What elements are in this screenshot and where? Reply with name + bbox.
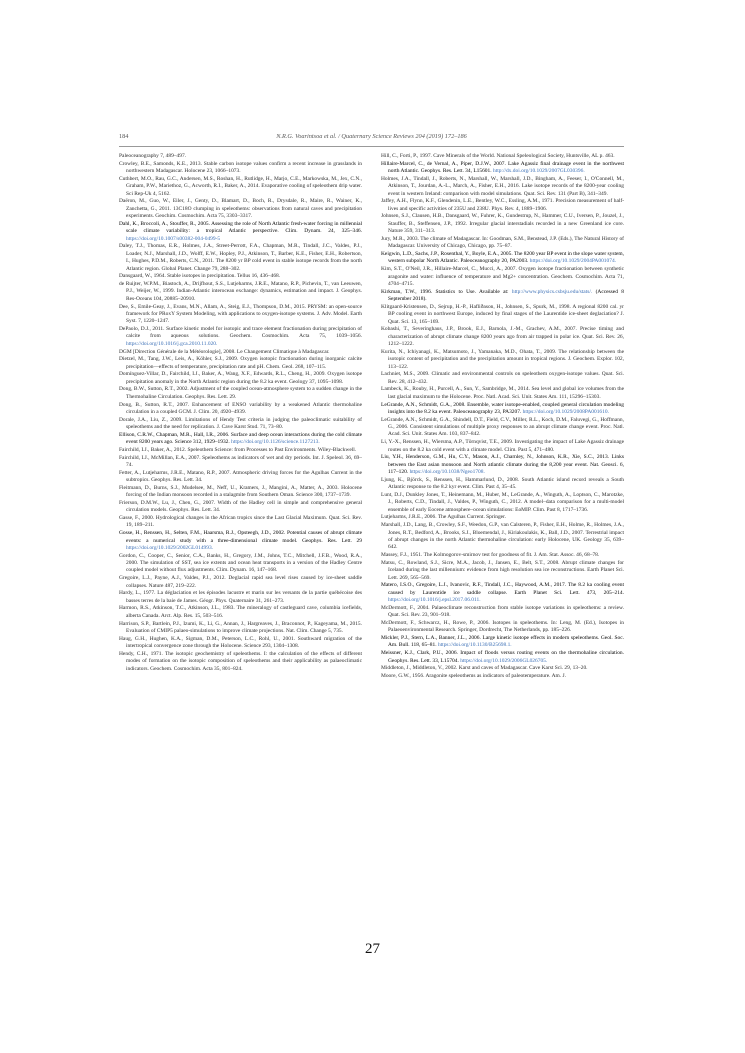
reference-entry — [119, 243, 362, 273]
reference-entry — [119, 176, 362, 198]
reference-text: Meissner, K.J., Clark, P.U., 2006. Impact of floods versus routing events on the thermohaline circulation. Geophys. Res. Lett. 33, L15704. — [381, 650, 624, 664]
reference-entry — [119, 470, 362, 485]
reference-entry — [381, 176, 624, 198]
reference-text: Gasse, F., 2000. Hydrological changes in the African tropics since the Last Glacial Maximum. Quat. Sci. Rev. 19, 189–211. — [119, 515, 362, 529]
reference-entry — [381, 153, 624, 160]
reference-entry — [119, 198, 362, 220]
reference-text: McDermott, F., Schwarcz, H., Rowe, P., 2006. Isotopes in speleothems. In: Leng, M. (Ed.), Isotopes in Palaeoenvironmental Research. Springer, Dordrecht, The Netherlands, pp. 185–226. — [381, 619, 624, 634]
reference-entry — [119, 530, 362, 552]
reference-entry — [381, 673, 624, 680]
header-journal-citation: N.R.G. Voarintsoa et al. / Quaternary Science Reviews 204 (2019) 172–186 — [276, 133, 467, 140]
reference-text: Moore, G.W., 1956. Aragonite speleothems as indicators of paleotemperature. Am. J. — [381, 672, 566, 679]
reference-entry — [119, 651, 362, 673]
reference-entry — [119, 447, 362, 454]
reference-tail: (Accessed 8 September 2018). — [388, 288, 625, 303]
reference-text: Dong, B.W., Sutton, R.T., 2002. Adjustment of the coupled ocean-atmosphere system to a sudden change in the Thermohaline Circulation. Geophys. Res. Lett. 29. — [119, 386, 362, 400]
reference-entry — [381, 251, 624, 266]
reference-text: Holmes, J.A., Tindall, J., Roberts, N., Marshall, W., Marshall, J.D., Bingham, A., Feeser, I., O'Connell, M., Atkinson, T., Jourdan, A.-L., March, A., Fisher, E.H., 2016. Lake isotope records of the 8200-year cooling event in western Ireland: comparison with model simulations. Quat. Sci. Rev. 131 (Part B), 341–349. — [381, 175, 624, 197]
reference-text: LeGrande, A.N., Schmidt, G.A., Shindell, D.T., Field, C.V., Miller, R.L., Koch, D.M., Faluvegi, G., Hoffmann, G., 2006. Consistent simulations of multiple proxy responses to an abrupt climate change event. Proc. Natl. Acad. Sci. Unit. States Am. 103, 837–842. — [381, 416, 624, 438]
reference-text: Paleoceanography 7, 489–497. — [119, 153, 187, 159]
reference-entry — [381, 417, 624, 439]
reference-text: Kirkman, T.W., 1996. Statistics to Use. Available at: — [381, 288, 512, 295]
reference-entry — [119, 590, 362, 605]
reference-entry — [119, 304, 362, 326]
reference-entry — [381, 454, 624, 476]
reference-text: LeGrande, A.N., Schmidt, G.A., 2008. Ensemble, water isotope-enabled, coupled general circulation modeling insights into the 8.2 ka event. Paleoceanography 23, PA3207. — [381, 401, 624, 415]
reference-text: Hendy, C.H., 1971. The isotopic geochemistry of speleothems. I: the calculation of the effects of different modes of formation on the isotopic composition of speleothems and their applicability as palaeoclimatic indicators. Geochem. Cosmochim. Acta 35, 801–824. — [119, 650, 362, 672]
reference-text: Ljung, K., Björck, S., Renssen, H., Hammarlund, D., 2008. South Atlantic island record reveals a South Atlantic response to the 8.2 kyr event. Clim. Past 4, 35–45. — [381, 476, 624, 491]
reference-entry — [119, 349, 362, 356]
reference-text: Daëron, M., Guo, W., Eiler, J., Genty, D., Blamart, D., Boch, R., Drysdale, R., Maire, R., Wainer, K., Zanchetta, G., 2011. 13C18O clumping in speleothems: observations from natural caves and precipitation experiments. Geochim. Cosmochim. Acta 75, 3303–3317. — [119, 198, 362, 220]
reference-entry — [119, 402, 362, 417]
reference-entry — [381, 402, 624, 417]
reference-entry — [119, 161, 362, 176]
reference-text: Frierson, D.M.W., Lu, J., Chen, G., 2007. Width of the Hadley cell in simple and comprehensive general circulation models. Geophys. Res. Lett. 34. — [119, 499, 362, 514]
header-page-number: 184 — [119, 133, 129, 140]
reference-text: Harmon, R.S., Atkinson, T.C., Atkinson, J.L., 1983. The mineralogy of castleguard cave, columbia icefields, alberta Canada. Arct. Alp. Res. 15, 503–516. — [119, 605, 362, 619]
reference-text: Middleton, J., Middleton, V., 2002. Karst and caves of Madagascar. Cave Karst Sci. 29, 13–20. — [381, 665, 588, 672]
reference-entry — [119, 356, 362, 371]
reference-text: Lunt, D.J., Dunkley Jones, T., Heinemann, M., Huber, M., LeGrande, A., Winguth, A., Loptson, C., Marotzke, J., Roberts, C.D., Tindall, J., Valdes, P., Winguth, C., 2012. A model–data comparison for a multi-model ensemble of early Eocene atmosphere–ocean simulations: EoMIP. Clim. Past 8, 1717–1736. — [381, 491, 624, 513]
doi-link[interactable]: https://doi.org/10.1016/j.epsl.2017.06.011. — [388, 597, 481, 604]
reference-entry — [381, 198, 624, 213]
reference-text: Dansgaard, W., 1964. Stable isotopes in precipitation. Tellus 16, 436–468. — [119, 273, 281, 280]
reference-entry — [119, 575, 362, 590]
reference-entry — [381, 522, 624, 552]
reference-text: Gosse, H., Renssen, H., Selten, F.M., Haarsma, R.J., Opsteegh, J.D., 2002. Potential causes of abrupt climate events: a numerical study with a three-dimensional climate model. Geophys. Res. Lett. 29 — [119, 530, 362, 544]
reference-entry — [381, 492, 624, 514]
reference-text: Kobashi, T., Severinghaus, J.P., Brook, E.J., Barnola, J.-M., Grachev, A.M., 2007. Precise timing and characterization of abrupt climate change 8200 years ago from air trapped in polar ice. Quat. Sci. Rev. 26, 1212–1222. — [381, 326, 624, 348]
reference-text: DePaolo, D.J., 2011. Surface kinetic model for isotopic and trace element fractionation during precipitation of calcite from aqueous solutions. Geochem. Cosmochim. Acta 75, 1039–1056. — [119, 326, 362, 340]
reference-entry — [381, 620, 624, 635]
doi-link[interactable]: https://doi.org/10.1029/2002GL014993. — [126, 544, 214, 551]
reference-entry — [119, 326, 362, 348]
reference-text: Gregoire, L.J., Payne, A.J., Valdes, P.J., 2012. Deglacial rapid sea level rises caused by ice-sheet saddle collapses. Nature 487, 219–222. — [119, 575, 362, 589]
reference-entry — [381, 349, 624, 371]
reference-entry — [119, 273, 362, 280]
reference-text: Hill, C., Forti, P., 1997. Cave Minerals of the World. National Speleological Society, Huntsville, AL p. 463. — [381, 153, 615, 159]
reference-text: Lambeck, K., Rouby, H., Purcell, A., Sun, Y., Sambridge, M., 2014. Sea level and global ice volumes from the last glacial maximum to the Holocene. Proc. Natl. Acad. Sci. Unit. States Am. 111, 15296–15303. — [381, 386, 624, 400]
reference-text: Crowley, B.E., Samonds, K.E., 2013. Stable carbon isotope values confirm a recent increase in grasslands in northwestern Madagascar. Holocene 23, 1066–1073. — [119, 160, 362, 175]
doi-link[interactable]: https://doi.org/10.1130/B25698.1. — [437, 642, 512, 649]
reference-entry — [381, 304, 624, 326]
doi-link[interactable]: https://doi.org/10.1029/2008PA001610. — [522, 408, 609, 415]
reference-text: Fairchild, I.J., Baker, A., 2012. Speleothem Science: from Processes to Past Environments. Wiley-Blackwell. — [119, 446, 357, 453]
reference-text: Domínguez-Villar, D., Fairchild, I.J., Baker, A., Wang, X.F., Edwards, R.L., Cheng, H., 2009. Oxygen isotope precipitation anomaly in the North Atlantic region during the 8.2 ka event. Geology 37, 1095–1098. — [119, 371, 362, 385]
reference-text: McDermott, F., 2004. Palaeoclimate reconstruction from stable isotope variations in speleothems: a review. Quat. Sci. Rev. 23, 901–918. — [381, 604, 624, 619]
reference-text: Lachniet, M.S., 2009. Climatic and environmental controls on speleothem oxygen-isotope values. Quat. Sci. Rev. 28, 412–432. — [381, 371, 624, 385]
reference-text: Jury, M.R., 2003. The climate of Madagascar. In: Goodman, S.M., Benstead, J.P. (Eds.), The Natural History of Madagascar. University of Chicago, Chicago, pp. 75–87. — [381, 235, 624, 250]
reference-text: Li, Y.-X., Renssen, H., Wiersma, A.P., Törnqvist, T.E., 2009. Investigating the impact of Lake Agassiz drainage routes on the 8.2 ka cold event with a climate model. Clim. Past 5, 471–480. — [381, 439, 624, 453]
reference-text: Haug, G.H., Hughen, K.A., Sigman, D.M., Peterson, L.C., Rohl, U., 2001. Southward migration of the intertropical convergence zone through the Holocene. Science 293, 1304–1308. — [119, 635, 362, 650]
reference-entry — [381, 386, 624, 401]
footer-page-number: 27 — [365, 941, 380, 957]
reference-text: Liu, Y.H., Henderson, G.M., Hu, C.Y., Mason, A.J., Charnley, N., Johnson, K.R., Xie, S.C., 2013. Links between the East asian monsoon and North atlantic climate during the 8,200 year event. Nat. Geosci. 6, 117–120. — [381, 454, 624, 476]
reference-text: Gordon, C., Cooper, C., Senior, C.A., Banks, H., Gregory, J.M., Johns, T.C., Mitchell, J.F.B., Wood, R.A., 2000. The simulation of SST, sea ice extents and ocean heat transports in a version of the Hadley Centre coupled model without flux adjustments. Clim. Dynam. 16, 147–168. — [119, 552, 362, 574]
running-header — [119, 133, 624, 145]
reference-text: DGM [Direction Générale de la Météorologie], 2008. Le Changement Climatique à Madagascar. — [119, 348, 330, 355]
reference-entry — [381, 236, 624, 251]
doi-link[interactable]: https://doi.org/10.1007/s00382-004-0499-5 — [126, 235, 221, 242]
reference-entry — [119, 386, 362, 401]
reference-text: Kim, S.T., O'Neil, J.R., Hillaire-Marcel, C., Mucci, A., 2007. Oxygen isotope fractionation between synthetic aragonite and water: influence of temperature and Mg2+ concentration. Geochem. Cosmochim. Acta 71, 4704–4715. — [381, 266, 624, 287]
reference-entry — [381, 552, 624, 559]
reference-entry — [381, 371, 624, 386]
reference-entry — [381, 266, 624, 288]
reference-entry — [381, 326, 624, 348]
reference-entry — [381, 439, 624, 454]
reference-text: Dietzel, M., Tang, J.W., Leis, A., Köhler, S.J., 2009. Oxygen isotopic fractionation during inorganic calcite precipitation—effects of temperature, precipitation rate and pH. Chem. Geol. 268, 107–115. — [119, 356, 362, 370]
reference-text: Dorale, J.A., Liu, Z., 2009. Limitations of Hendy Test criteria in judging the paleoclimatic suitability of speleothems and the need for replication. J. Cave Karst Stud. 71, 73–80. — [119, 416, 362, 431]
reference-text: Massey, F.J., 1951. The Kolmogorov-smirnov test for goodness of fit. J. Am. Stat. Assoc. 46, 68–78. — [381, 552, 600, 559]
reference-text: Hardy, L., 1977. La déglaciation et les épisodes lacustre et marin sur les versants de la partie québécoise des basses terres de la baie de James. Géogr. Phys. Quaternaire 31, 261–273. — [119, 590, 362, 604]
reference-text: Mickler, P.J., Stern, L.A., Banner, J.L., 2006. Large kinetic isotope effects in modern speleothems. Geol. Soc. Am. Bull. 118, 65–81. — [381, 635, 624, 649]
reference-entry — [381, 635, 624, 650]
references-column-right — [381, 153, 624, 681]
reference-entry — [119, 371, 362, 386]
reference-entry — [381, 514, 624, 521]
reference-entry — [381, 650, 624, 665]
doi-link[interactable]: https://doi.org/10.1029/2006GL026705. — [460, 657, 548, 664]
doi-link[interactable]: http://www.physics.csbsju.edu/stats/. — [511, 288, 593, 295]
reference-text: Cuthbert, M.O., Rau, G.C., Andersen, M.S., Roshan, H., Rutlidge, H., Marjo, C.E., Markowska, M., Jex, C.N., Graham, P.W., Mariethoz, G., Acworth, R.I., Baker, A., 2014. Evaporative cooling of speleothem drip water. Sci Rep-Uk 4, 5162. — [119, 175, 362, 197]
reference-entry — [119, 417, 362, 432]
reference-text: Fleitmann, D., Burns, S.J., Mudelsee, M., Neff, U., Kramers, J., Mangini, A., Matter, A., 2003. Holocene forcing of the Indian monsoon recorded in a stalagmite from Southern Oman. Science 300, 1737–1739. — [119, 484, 362, 499]
reference-entry — [381, 213, 624, 235]
reference-text: Matero, I.S.O., Gregoire, L.J., Ivanovic, R.F., Tindall, J.C., Haywood, A.M., 2017. The 8.2 ka cooling event caused by Laurentide ice saddle collapse. Earth Planet Sci. Lett. 473, 205–214. — [381, 582, 624, 596]
reference-entry — [119, 605, 362, 620]
reference-entry — [381, 665, 624, 672]
reference-entry — [119, 636, 362, 651]
reference-text: Lutjeharms, J.R.E., 2006. The Agulhas Current. Springer. — [381, 514, 506, 521]
reference-entry — [381, 560, 624, 582]
reference-entry — [119, 281, 362, 303]
doi-link[interactable]: https://doi.org/10.1016/j.gca.2010.11.020. — [126, 340, 218, 347]
reference-text: Fetter, A., Lutjeharms, J.R.E., Matano, R.P., 2007. Atmospheric driving forces for the Agulhas Current in the subtropics. Geophys. Res. Lett. 34. — [119, 469, 362, 484]
reference-entry — [119, 500, 362, 515]
doi-link[interactable]: http://dx.doi.org/10.1029/2007GL030396. — [492, 168, 585, 175]
reference-text: Hillaire-Marcel, C., de Vernal, A., Piper, D.J.W., 2007. Lake Agassiz final drainage event in the northwest north Atlantic. Geophys. Res. Lett. 34, L15601. — [381, 160, 624, 175]
reference-entry — [119, 621, 362, 636]
reference-entry — [381, 161, 624, 176]
reference-entry — [381, 605, 624, 620]
reference-text: Dee, S., Emile-Geay, J., Evans, M.N., Allam, A., Steig, E.J., Thompson, D.M., 2015. PRYSM: an open-source framework for PRoxY System Modeling, with applications to oxygen-isotope systems. J. Adv. Model. Earth Syst. 7, 1220–1247. — [119, 303, 362, 325]
reference-entry — [119, 432, 362, 447]
reference-text: Klitgaard-Kristensen, D., Sejrup, H.-P., Hafliðason, H., Johnsen, S., Spurk, M., 1998. A regional 8200 cal. yr BP cooling event in northwest Europe, induced by final stages of the Laurentide ice-sheet deglaciation? J. Quat. Sci. 13, 165–169. — [381, 303, 624, 325]
reference-entry — [119, 485, 362, 500]
reference-entry — [119, 221, 362, 243]
reference-text: Keigwin, L.D., Sachs, J.P., Rosenthal, Y., Boyle, E.A., 2005. The 8200 year BP event in the slope water system, western subpolar North Atlantic. Paleoceanography 20, PA2003. — [381, 251, 624, 265]
reference-text: Daley, T.J., Thomas, E.R., Holmes, J.A., Street-Perrott, F.A., Chapman, M.R., Tindall, J.C., Valdes, P.J., Loader, N.J., Marshall, J.D., Wolff, E.W., Hopley, P.J., Atkinson, T., Barber, K.E., Fisher, E.H., Robertson, I., Hughes, P.D.M., Roberts, C.N., 2011. The 8200 yr BP cold event in stable isotope records from the north Atlantic region. Global Planet. Change 79, 288–302. — [119, 243, 362, 272]
reference-text: Ellison, C.R.W., Chapman, M.R., Hall, I.R., 2006. Surface and deep ocean interactions during the cold climate event 8200 years ago. Science 312, 1929–1932. — [119, 431, 362, 446]
reference-text: de Ruijter, W.P.M., Biastoch, A., Drijfhout, S.S., Lutjeharms, J.R.E., Matano, R.P., Pichevin, T., van Leeuwen, P.J., Weijer, W., 1999. Indian-Atlantic interocean exchange: dynamics, estimation and impact. J. Geophys. Res-Oceans 104, 20885–20910. — [119, 280, 362, 302]
doi-link[interactable]: https://doi.org/10.1038/Ngeo1708. — [409, 469, 485, 476]
reference-entry — [381, 289, 624, 304]
header-rule — [119, 146, 624, 147]
reference-entry — [119, 455, 362, 470]
reference-text: Fairchild, I.J., McMillan, E.A., 2007. Speleothems as indicators of wet and dry periods. Int. J. Speleol. 36, 69–74. — [119, 454, 362, 468]
reference-text: Johnsen, S.J., Clausen, H.B., Dansgaard, W., Fuhrer, K., Gundestrup, N., Hammer, C.U., Iversen, P., Jouzel, J., Stauffer, B., Steffensen, J.P., 1992. Irregular glacial interstadials recorded in a new Greenland ice core. Nature 359, 311–313. — [381, 213, 624, 235]
reference-entry — [119, 153, 362, 160]
reference-entry — [381, 477, 624, 492]
reference-entry — [119, 515, 362, 530]
doi-link[interactable]: https://doi.org/10.1029/2004PA001074. — [529, 258, 617, 265]
reference-text: Matsu, C., Rowland, S.J., Sicre, M.A., Jacob, J., Jansen, E., Belt, S.T., 2008. Abrupt climate changes for Iceland during the last millennium: evidence from high resolution sea ice reconstructions. Earth Planet Sci. Lett. 269, 565–569. — [381, 559, 624, 581]
doi-link[interactable]: https://doi.org/10.1126/science.1127213. — [231, 439, 320, 446]
reference-text: Marshall, J.D., Lang, B., Crowley, S.F., Weedon, G.P., van Calsteren, P., Fisher, E.H., Holme, R., Holmes, J.A., Jones, R.T., Bedford, A., Brooks, S.J., Bloemendal, J., Kiriakoulakis, K., Ball, J.D., 2007. Terrestrial impact of abrupt changes in the north Atlantic thermohaline circulation: early Holocene, UK. Geology 35, 639–642. — [381, 522, 624, 551]
reference-text: Kurita, N., Ichiyanagi, K., Matsumoto, J., Yamanaka, M.D., Ohata, T., 2009. The relationship between the isotopic content of precipitation and the precipitation amount in tropical regions. J. Geochem. Explor. 102, 113–122. — [381, 348, 624, 370]
references-column-left — [119, 153, 362, 673]
reference-text: Dong, B., Sutton, R.T., 2007. Enhancement of ENSO variability by a weakened Atlantic thermohaline circulation in a coupled GCM. J. Clim. 20, 4920–4939. — [119, 401, 362, 415]
reference-text: Harrison, S.P., Bartlein, P.J., Izumi, K., Li, G., Annan, J., Hargreaves, J., Braconnot, P., Kageyama, M., 2015. Evaluation of CMIP5 palaeo-simulations to improve climate projections. Nat. Clim. Change 5, 735. — [119, 620, 362, 634]
reference-text: Dahl, K., Broccoli, A., Stouffer, R., 2005. Assessing the role of North Atlantic fresh-water forcing in millennial scale climate variability: a tropical Atlantic perspective. Clim. Dynam. 24, 325–346. — [119, 220, 362, 235]
reference-entry — [119, 553, 362, 575]
reference-entry — [381, 582, 624, 604]
reference-text: Jaffey, A.H., Flynn, K.F., Glendenin, L.E., Bentley, W.C., Essling, A.M., 1971. Precision measurement of half-lives and specific activities of 235U and 238U. Phys. Rev. 4, 1889–1906. — [381, 198, 624, 212]
